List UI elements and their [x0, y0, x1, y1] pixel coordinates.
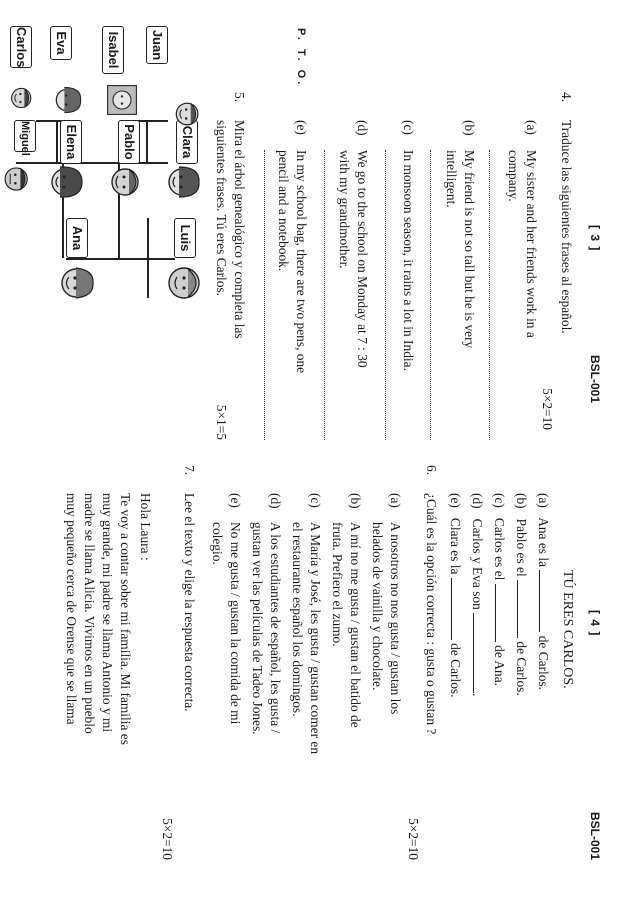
fill-e-label: (e) — [448, 493, 463, 508]
juan-portrait-icon — [170, 96, 206, 132]
q4b-answer-line[interactable] — [430, 150, 431, 440]
eva-portrait-icon — [50, 82, 86, 118]
fill-b-blank[interactable] — [517, 580, 518, 638]
q4a-line1: My sister and her friends work in a — [524, 150, 539, 338]
q4e-line2: pencil and a notebook. — [276, 150, 291, 272]
q6a-line1: A nosotros no nos gusta / gustan los — [388, 522, 403, 715]
q6b-line1: A mí no me gusta / gustan el batido de — [348, 522, 363, 728]
clara-portrait-icon — [163, 162, 203, 202]
tree-name-clara: Clara — [176, 120, 198, 164]
fill-d — [469, 493, 486, 697]
q6b-line2: fruta. Prefiero el zumo. — [330, 522, 345, 647]
fill-e-blank[interactable] — [451, 578, 452, 640]
q6-number: 6. — [424, 465, 439, 476]
ana-portrait-icon — [56, 262, 98, 304]
q4d-line1: We go to the school on Monday at 7 : 30 — [355, 150, 370, 368]
tree-name-carlos: Carlos — [10, 26, 32, 68]
fill-a — [535, 493, 552, 690]
q6c-line2: el restaurante español los domingos. — [290, 522, 305, 717]
q4c-answer-line[interactable] — [385, 150, 386, 440]
tree-name-isabel: Isabel — [102, 26, 124, 74]
fill-e-post: de Carlos. — [448, 643, 463, 698]
page-number-4: [ 4 ] — [588, 610, 602, 637]
q4c-label: (c) — [401, 120, 416, 135]
fill-e-pre: Clara es la — [448, 517, 463, 575]
fill-c-post: de Ana. — [492, 645, 507, 687]
isabel-portrait-icon — [104, 82, 140, 118]
please-turn-over: P. T. O. — [295, 28, 307, 88]
fill-b-pre: Pablo es el — [514, 518, 529, 577]
q5-marks: 5×1=5 — [214, 404, 229, 440]
q4b-label: (b) — [462, 120, 477, 136]
fill-d-post: . — [470, 693, 485, 697]
fill-c-label: (c) — [492, 493, 507, 508]
q4d-line2: with my grandmother. — [337, 150, 352, 269]
q4c-line1: In monsoon season, it rains a lot in India. — [401, 150, 416, 371]
q6e-label: (e) — [228, 493, 243, 508]
fill-a-post: de Carlos. — [536, 635, 551, 691]
tree-name-eva: Eva — [50, 26, 72, 60]
q7-number: 7. — [182, 465, 197, 476]
q6b-label: (b) — [348, 493, 363, 509]
q7-text-line-3: madre se llama Alicia. Vivimos en un pueblo — [82, 493, 97, 734]
fill-c — [491, 493, 508, 686]
q4d-label: (d) — [355, 120, 370, 136]
q6a-label: (a) — [388, 493, 403, 508]
tree-line-ana-up — [66, 258, 92, 260]
miguel-portrait-icon — [0, 162, 34, 196]
tree-name-luis: Luis — [174, 218, 196, 258]
q7-title: Lee el texto y elige la respuesta correcta. — [182, 493, 197, 712]
q4d-answer-line[interactable] — [324, 150, 325, 440]
fill-d-pre: Carlos y Eva son — [470, 518, 485, 610]
fill-a-blank[interactable] — [539, 570, 540, 632]
q4a-label: (a) — [524, 120, 539, 135]
q6c-label: (c) — [308, 493, 323, 508]
q6-title: ¿Cuál es la opción correcta : gusta o gustan ? — [424, 493, 439, 735]
q7-greeting: Hola Laura : — [138, 493, 153, 561]
q4e-line1: In my school bag, there are two pens, one — [294, 150, 309, 374]
tree-line-gen1-v — [91, 258, 149, 260]
q6d-label: (d) — [268, 493, 283, 509]
q4-title: Traduce las siguientes frases al español. — [559, 120, 574, 334]
q6c-line1: A María y José, les gusta / gustan comer en — [308, 522, 323, 755]
q7-text-line-2: muy grande, mi padre se llama Antonio y mi — [100, 493, 115, 733]
q5-line2: siguientes frases. Tú eres Carlos. — [214, 120, 229, 297]
fill-a-label: (a) — [536, 493, 551, 508]
fill-c-blank[interactable] — [495, 584, 496, 642]
luis-portrait-icon — [164, 262, 206, 304]
tree-line-c1-h — [147, 120, 149, 162]
q6e-line2: colegio. — [210, 522, 225, 565]
tree-name-miguel: Miguel — [14, 120, 36, 152]
page-code-right: BSL-001 — [588, 812, 602, 861]
heading-tu-eres-carlos: TÚ ERES CARLOS. — [560, 570, 575, 689]
q6d-line2: gustan ver las películas de Tadeo Jones. — [250, 522, 265, 735]
tree-name-ana: Ana — [66, 218, 88, 258]
tree-line-c2-h — [57, 120, 59, 162]
fill-c-pre: Carlos es el — [492, 517, 507, 581]
q4e-label: (e) — [294, 120, 309, 135]
tree-name-pablo: Pablo — [118, 120, 140, 164]
fill-e — [447, 493, 464, 697]
fill-b — [513, 493, 530, 696]
fill-d-label: (d) — [470, 493, 485, 509]
tree-name-juan: Juan — [146, 26, 168, 64]
q4b-line1: My friend is not so tall but he is very — [462, 150, 477, 349]
fill-d-blank[interactable] — [473, 613, 474, 693]
q6-marks: 5×2=10 — [406, 818, 421, 860]
q4b-line2: intelligent. — [444, 150, 459, 208]
q6a-line2: helados de vainilla y chocolate. — [370, 522, 385, 691]
q4-marks: 5×2=10 — [540, 388, 555, 430]
q5-number: 5. — [232, 92, 247, 103]
carlos-portrait-icon — [6, 82, 38, 114]
fill-b-label: (b) — [514, 493, 529, 509]
q4e-answer-line[interactable] — [264, 150, 265, 440]
q7-text-line-1: Te voy a contar sobre mi familia. Mi familia es — [118, 493, 133, 745]
q7-text-line-4: muy pequeño cerca de Orense que se llama — [64, 493, 79, 725]
fill-b-post: de Carlos. — [514, 641, 529, 696]
q7-marks: 5×2=10 — [160, 818, 175, 860]
q4-number: 4. — [559, 92, 574, 103]
tree-name-elena: Elena — [60, 120, 82, 164]
tree-line-luis-down — [149, 258, 175, 260]
fill-a-pre: Ana es la — [536, 517, 551, 568]
page-code-left: BSL-001 — [588, 355, 602, 404]
pablo-portrait-icon — [106, 162, 146, 202]
q5-line1: Mira el árbol genealógico y completa las — [232, 120, 247, 339]
q4a-answer-line[interactable] — [489, 150, 490, 440]
elena-portrait-icon — [46, 162, 86, 202]
q6e-line1: No me gusta / gustan la comida de mi — [228, 522, 243, 725]
page-number-3: [ 3 ] — [588, 225, 602, 252]
q4a-line2: company. — [506, 150, 521, 202]
q6d-line1: A los estudiantes de español, les gusta / — [268, 522, 283, 734]
